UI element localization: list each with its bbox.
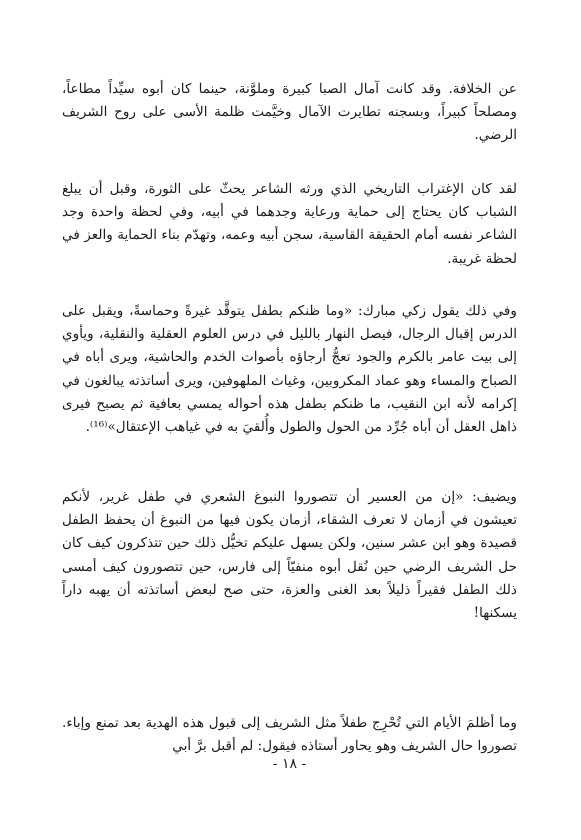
paragraph-5: وما أظلمَ الأيام التي تُحْرِج طفلاً مثل الشريف إلى قبول هذه الهدية بعد تمنع وإباء. تصوروا حال الشريف وهو يحاور أستاذه فيقول: لم أقبل برَّ أبي — [62, 715, 517, 755]
paragraph-2: لقد كان الإغتراب التاريخي الذي ورثه الشاعر يحثّ على الثورة، وقبل أن يبلغ الشباب كان يحتاج إلى حماية ورعاية وجدهما في أبيه، وفي لحظة واحدة وجد الشاعر نفسه أمام الحقيقة القاسية، سجن أبيه وعمه، وتهدّم بناء الحماية والعز في لحظة غريبة. — [62, 181, 517, 267]
page-body — [62, 78, 517, 798]
paragraph-4: ويضيف: «إن من العسير أن تتصوروا النبوغ الشعري في طفل غرير، لأنكم تعيشون في أزمان لا تعرف الشقاء، أزمان يكون فيها من النبوغ أن يحفظ الطفل قصيدة وهو ابن عشر سنين، ولكن يسهل عليكم تخيُّل ذلك حين تتذكرون كيف كان حل الشريف الرضي حين نُقل أبوه منفيّاً إلى فارس، حين تتصورون كيف أمسى ذلك الطفل فقيراً ذليلاً بعد الغنى والعزة، حتى صح لبعض أساتذته أن يهبه داراً يسكنها! — [62, 489, 518, 622]
paragraph-3: وفي ذلك يقول زكي مبارك: «وما ظنكم بطفل يتوقَّد غيرةً وحماسةً، ويقبل على الدرس إقبال الرجال، فيصل النهار بالليل في درس العلوم العقلية والنقلية، ويأوي إلى بيت عامر بالكرم والجود تعجُّ أرجاؤه بأصوات الخدم والحاشية، ويرى أباه في الصباح والمساء وهو عماد المكروبين، وغياث الملهوفين، ويرى أساتذته يبالغون في إكرامه لأنه ابن النقيب، ما ظنكم بطفل هذه أحواله يمسي بعافية ثم يصبح فيرى ذاهل العقل أن أباه جُرِّد من الحول والطول وأُلقيَ به في غياهب الإعتقال»⁽¹⁶⁾. — [62, 303, 517, 436]
page-number: - ١٨ - — [272, 756, 307, 772]
paragraph-1: عن الخلافة. وقد كانت آمال الصبا كبيرة وملوَّنة، حينما كان أبوه سيِّداً مطاعاً، ومصلحاً كبيراً، وبسجنه تطايرت الآمال وخيَّمت ظلمة الأسى على روح الشريف الرضي. — [62, 81, 517, 144]
